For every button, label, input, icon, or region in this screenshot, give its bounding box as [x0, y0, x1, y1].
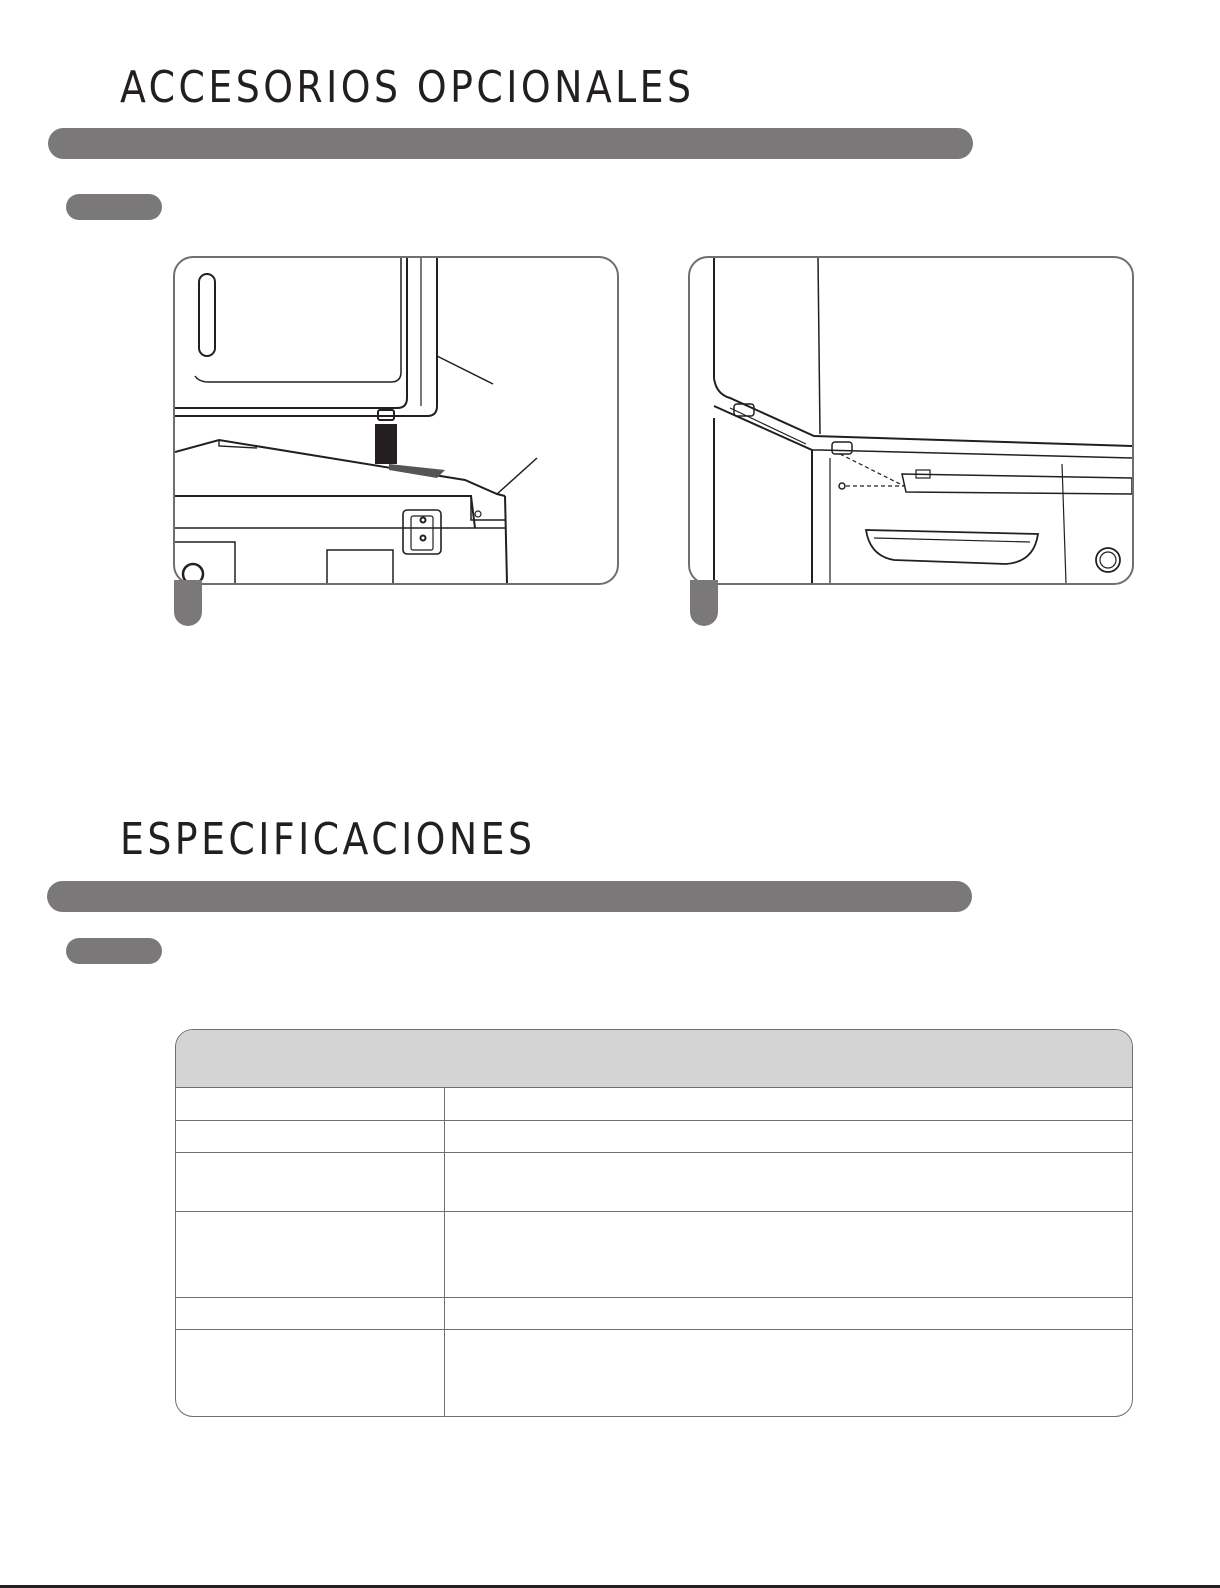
- section-title-especificaciones: ESPECIFICACIONES: [120, 814, 536, 865]
- subsection-pill: [66, 194, 162, 220]
- figure-1-tab: [174, 580, 202, 626]
- row-divider: [176, 1120, 1132, 1121]
- section-divider-bar: [47, 881, 972, 912]
- specifications-table: [175, 1029, 1133, 1417]
- section-title-accesorios: ACCESORIOS OPCIONALES: [120, 62, 695, 113]
- row-divider: [176, 1152, 1132, 1153]
- figure-2-tab: [690, 580, 718, 626]
- figure-pedestal-installation: [173, 256, 619, 585]
- pedestal-bracket-screw-illustration: [690, 258, 1132, 583]
- table-header: [176, 1030, 1132, 1088]
- figure-pedestal-bracket: [688, 256, 1134, 585]
- subsection-pill: [66, 938, 162, 964]
- section-divider-bar: [48, 128, 973, 159]
- column-divider: [444, 1088, 445, 1416]
- pedestal-installation-illustration: [175, 258, 617, 583]
- row-divider: [176, 1211, 1132, 1212]
- row-divider: [176, 1329, 1132, 1330]
- row-divider: [176, 1297, 1132, 1298]
